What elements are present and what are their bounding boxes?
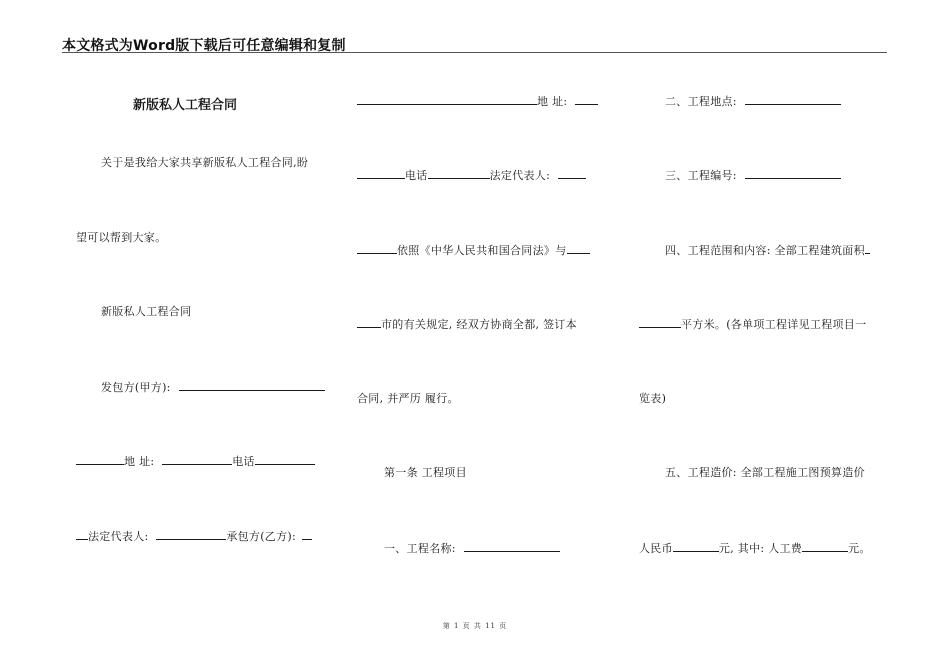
law-line-3: 合同, 并严历 履行。 — [357, 392, 459, 405]
blank — [162, 454, 232, 465]
project-location-label: 二、工程地点: — [665, 95, 737, 108]
project-scope-text: 四、工程范围和内容: 全部工程建筑面积 — [665, 244, 865, 257]
blank — [255, 454, 315, 465]
intro-line-2: 望可以帮到大家。 — [76, 231, 167, 244]
blank — [302, 529, 312, 540]
contract-subtitle: 新版私人工程合同 — [101, 305, 192, 318]
document-header: 本文格式为Word版下载后可任意编辑和复制 — [62, 38, 346, 54]
blank — [567, 243, 590, 254]
rep-label: 法定代表人: — [88, 530, 149, 543]
blank — [156, 529, 226, 540]
blank — [357, 94, 537, 105]
phone-label: 电话 — [405, 169, 428, 182]
yuan-end: 元。 — [848, 542, 871, 555]
labor-label: 元, 其中: 人工费 — [718, 542, 803, 555]
blank — [76, 529, 88, 540]
project-location-line — [665, 94, 841, 109]
rmb-line — [639, 541, 871, 556]
area-unit-line — [639, 317, 866, 332]
address-label: 地 址: — [124, 455, 155, 468]
law-text-1: 依照《中华人民共和国合同法》与 — [397, 244, 567, 257]
address-label: 地 址: — [537, 95, 568, 108]
law-text-2: 市的有关规定, 经双方协商全都, 签订本 — [381, 318, 577, 331]
blank — [745, 168, 841, 179]
party-b-contact-line — [357, 168, 586, 183]
blank — [357, 317, 381, 328]
page-footer: 第 1 页 共 11 页 — [442, 622, 508, 630]
blank — [76, 454, 124, 465]
blank — [558, 168, 586, 179]
document-title: 新版私人工程合同 — [133, 98, 238, 113]
blank — [357, 243, 397, 254]
intro-line-1: 关于是我给大家共享新版私人工程合同,盼 — [101, 156, 309, 169]
blank — [639, 317, 681, 328]
project-number-line — [665, 168, 841, 183]
law-line-2 — [357, 317, 577, 332]
party-a-line — [101, 380, 325, 395]
blank — [575, 94, 598, 105]
party-a-address-line — [76, 454, 315, 469]
blank — [745, 94, 841, 105]
party-a-label: 发包方(甲方): — [101, 381, 171, 394]
project-name-line — [384, 541, 560, 556]
blank — [802, 541, 848, 552]
party-b-label: 承包方(乙方): — [226, 530, 297, 543]
header-rule — [62, 52, 887, 53]
rep-label: 法定代表人: — [489, 169, 551, 182]
project-number-label: 三、工程编号: — [665, 169, 737, 182]
blank — [464, 541, 560, 552]
party-b-address-line — [357, 94, 598, 109]
project-scope-line — [665, 243, 870, 258]
list-end-line: 览表) — [639, 392, 667, 405]
party-a-blank — [179, 380, 325, 391]
blank — [673, 541, 719, 552]
party-b-line — [76, 529, 312, 544]
blank — [428, 168, 490, 179]
article-1-heading: 第一条 工程项目 — [384, 466, 467, 479]
area-unit-text: 平方米。(各单项工程详见工程项目一 — [681, 318, 867, 331]
law-line-1 — [357, 243, 590, 258]
project-name-label: 一、工程名称: — [384, 542, 456, 555]
rmb-label: 人民币 — [639, 542, 673, 555]
phone-label: 电话 — [232, 455, 255, 468]
blank — [357, 168, 405, 179]
blank — [865, 243, 870, 254]
project-cost-line: 五、工程造价: 全部工程施工图预算造价 — [665, 466, 865, 479]
